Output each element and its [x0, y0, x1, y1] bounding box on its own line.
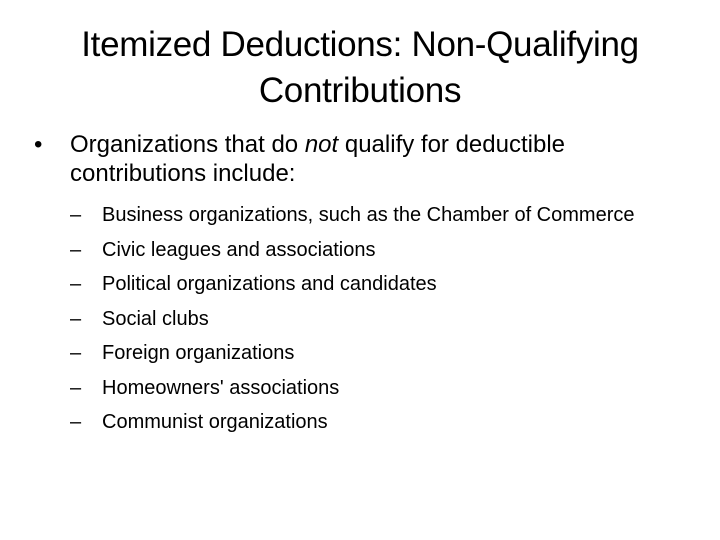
dash-marker: – [70, 411, 82, 433]
list-item [70, 203, 650, 227]
bullet-marker: • [34, 131, 43, 158]
dash-marker: – [70, 376, 82, 399]
sub-bullet-list [70, 203, 650, 445]
title-line-1: Itemized Deductions: Non-Qualifying [81, 25, 639, 64]
dash-marker: – [70, 307, 82, 330]
list-item-text: Political organizations and candidates [102, 273, 437, 295]
bullet-text-emphasis: not [304, 131, 339, 158]
dash-marker: – [70, 273, 82, 295]
bullet-text-after: qualify for deductible contributions include: [70, 131, 565, 187]
list-item-text: Foreign organizations [102, 342, 295, 364]
list-item [70, 272, 650, 296]
list-item-text: Social clubs [102, 307, 209, 330]
list-item [70, 341, 650, 365]
list-item-text: Communist organizations [102, 411, 328, 433]
slide-title [40, 22, 680, 114]
list-item-text: Homeowners' associations [102, 376, 340, 399]
list-item [70, 376, 650, 400]
list-item [70, 410, 650, 434]
list-item-text: Civic leagues and associations [102, 238, 376, 261]
list-item [70, 307, 650, 331]
list-item-text: Business organizations, such as the Chamber of Commerce [102, 204, 635, 226]
dash-marker: – [70, 238, 82, 261]
bullet-text-before: Organizations that do [70, 131, 305, 158]
main-bullet-text [70, 130, 684, 188]
dash-marker: – [70, 342, 82, 364]
dash-marker: – [70, 204, 82, 226]
main-bullet [34, 130, 684, 188]
list-item [70, 238, 650, 262]
title-line-2: Contributions [258, 71, 462, 110]
